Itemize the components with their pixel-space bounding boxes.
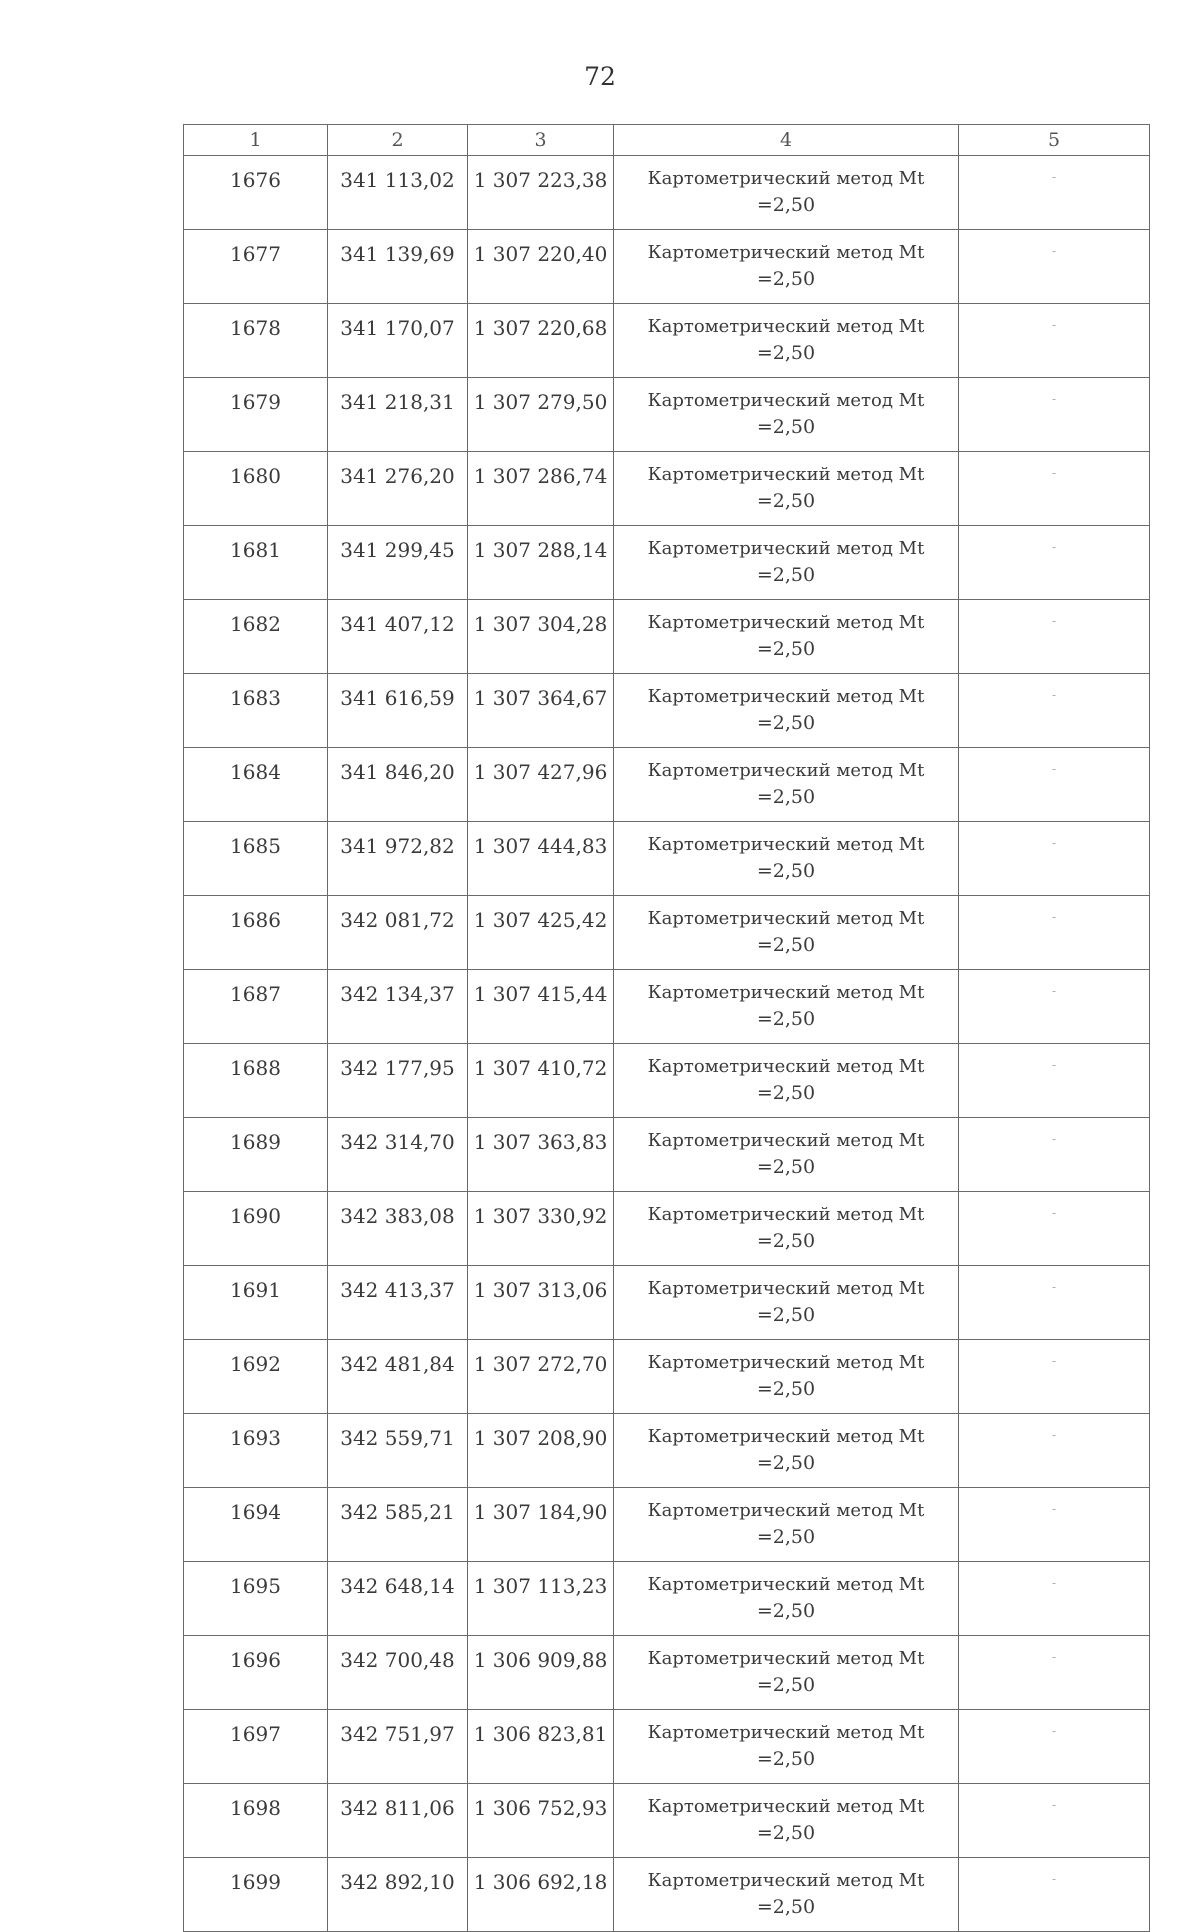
table-row [184, 1118, 1150, 1192]
point-number-cell: 1699 [184, 1858, 328, 1932]
point-number-cell: 1695 [184, 1562, 328, 1636]
method-text: Картометрический метод Mt [647, 686, 925, 707]
note-cell: - [959, 970, 1150, 1044]
note-cell: - [959, 1784, 1150, 1858]
accuracy-value: =2,50 [756, 268, 816, 290]
x-coordinate-cell: 342 559,71 [328, 1414, 468, 1488]
table-row [184, 1266, 1150, 1340]
point-number-cell: 1680 [184, 452, 328, 526]
table-body [184, 156, 1150, 1932]
y-coordinate-cell: 1 307 364,67 [468, 674, 614, 748]
point-number-cell: 1684 [184, 748, 328, 822]
method-cell [614, 1118, 959, 1192]
accuracy-value: =2,50 [756, 712, 816, 734]
x-coordinate-cell: 341 170,07 [328, 304, 468, 378]
method-text: Картометрический метод Mt [647, 242, 925, 263]
column-header-4: 4 [614, 125, 959, 156]
accuracy-value: =2,50 [756, 934, 816, 956]
x-coordinate-cell: 341 113,02 [328, 156, 468, 230]
y-coordinate-cell: 1 307 304,28 [468, 600, 614, 674]
x-coordinate-cell: 342 081,72 [328, 896, 468, 970]
table-row [184, 1784, 1150, 1858]
method-text: Картометрический метод Mt [647, 168, 925, 189]
method-cell [614, 1340, 959, 1414]
point-number-cell: 1687 [184, 970, 328, 1044]
table-row [184, 600, 1150, 674]
method-cell [614, 1636, 959, 1710]
y-coordinate-cell: 1 306 752,93 [468, 1784, 614, 1858]
y-coordinate-cell: 1 307 223,38 [468, 156, 614, 230]
accuracy-value: =2,50 [756, 564, 816, 586]
table-header-row [184, 125, 1150, 156]
point-number-cell: 1689 [184, 1118, 328, 1192]
y-coordinate-cell: 1 307 363,83 [468, 1118, 614, 1192]
point-number-cell: 1696 [184, 1636, 328, 1710]
note-cell: - [959, 1858, 1150, 1932]
method-text: Картометрический метод Mt [647, 1056, 925, 1077]
y-coordinate-cell: 1 307 286,74 [468, 452, 614, 526]
method-cell [614, 600, 959, 674]
x-coordinate-cell: 342 413,37 [328, 1266, 468, 1340]
method-cell [614, 1266, 959, 1340]
y-coordinate-cell: 1 307 444,83 [468, 822, 614, 896]
table-row [184, 1636, 1150, 1710]
accuracy-value: =2,50 [756, 1008, 816, 1030]
y-coordinate-cell: 1 307 425,42 [468, 896, 614, 970]
note-cell: - [959, 378, 1150, 452]
y-coordinate-cell: 1 307 113,23 [468, 1562, 614, 1636]
table-row [184, 822, 1150, 896]
note-cell: - [959, 230, 1150, 304]
table-row [184, 748, 1150, 822]
table-row [184, 1340, 1150, 1414]
x-coordinate-cell: 342 585,21 [328, 1488, 468, 1562]
method-text: Картометрический метод Mt [647, 1130, 925, 1151]
accuracy-value: =2,50 [756, 860, 816, 882]
method-cell [614, 896, 959, 970]
method-text: Картометрический метод Mt [647, 612, 925, 633]
accuracy-value: =2,50 [756, 1526, 816, 1548]
x-coordinate-cell: 341 972,82 [328, 822, 468, 896]
note-cell: - [959, 1562, 1150, 1636]
x-coordinate-cell: 341 407,12 [328, 600, 468, 674]
method-cell [614, 230, 959, 304]
method-cell [614, 674, 959, 748]
accuracy-value: =2,50 [756, 1600, 816, 1622]
method-text: Картометрический метод Mt [647, 1796, 925, 1817]
x-coordinate-cell: 342 481,84 [328, 1340, 468, 1414]
accuracy-value: =2,50 [756, 1748, 816, 1770]
x-coordinate-cell: 342 177,95 [328, 1044, 468, 1118]
x-coordinate-cell: 342 314,70 [328, 1118, 468, 1192]
method-cell [614, 526, 959, 600]
table-row [184, 1192, 1150, 1266]
point-number-cell: 1683 [184, 674, 328, 748]
y-coordinate-cell: 1 307 220,40 [468, 230, 614, 304]
note-cell: - [959, 1414, 1150, 1488]
method-cell [614, 970, 959, 1044]
note-cell: - [959, 1710, 1150, 1784]
note-cell: - [959, 822, 1150, 896]
method-text: Картометрический метод Mt [647, 982, 925, 1003]
point-number-cell: 1677 [184, 230, 328, 304]
method-cell [614, 304, 959, 378]
x-coordinate-cell: 342 892,10 [328, 1858, 468, 1932]
method-cell [614, 1414, 959, 1488]
x-coordinate-cell: 341 299,45 [328, 526, 468, 600]
method-text: Картометрический метод Mt [647, 390, 925, 411]
point-number-cell: 1691 [184, 1266, 328, 1340]
y-coordinate-cell: 1 307 184,90 [468, 1488, 614, 1562]
x-coordinate-cell: 342 751,97 [328, 1710, 468, 1784]
table-row [184, 1488, 1150, 1562]
method-text: Картометрический метод Mt [647, 834, 925, 855]
point-number-cell: 1682 [184, 600, 328, 674]
y-coordinate-cell: 1 307 220,68 [468, 304, 614, 378]
x-coordinate-cell: 342 811,06 [328, 1784, 468, 1858]
point-number-cell: 1681 [184, 526, 328, 600]
method-cell [614, 156, 959, 230]
note-cell: - [959, 156, 1150, 230]
method-text: Картометрический метод Mt [647, 1426, 925, 1447]
point-number-cell: 1690 [184, 1192, 328, 1266]
note-cell: - [959, 1118, 1150, 1192]
page-number: 72 [584, 62, 616, 91]
table-row [184, 1414, 1150, 1488]
table-row [184, 156, 1150, 230]
point-number-cell: 1698 [184, 1784, 328, 1858]
method-cell [614, 1488, 959, 1562]
accuracy-value: =2,50 [756, 342, 816, 364]
column-header-5: 5 [959, 125, 1150, 156]
method-text: Картометрический метод Mt [647, 1278, 925, 1299]
method-text: Картометрический метод Mt [647, 316, 925, 337]
table-row [184, 896, 1150, 970]
x-coordinate-cell: 342 648,14 [328, 1562, 468, 1636]
point-number-cell: 1693 [184, 1414, 328, 1488]
method-cell [614, 1192, 959, 1266]
table-row [184, 1710, 1150, 1784]
method-text: Картометрический метод Mt [647, 1204, 925, 1225]
note-cell: - [959, 452, 1150, 526]
method-text: Картометрический метод Mt [647, 538, 925, 559]
point-number-cell: 1692 [184, 1340, 328, 1414]
note-cell: - [959, 304, 1150, 378]
note-cell: - [959, 600, 1150, 674]
accuracy-value: =2,50 [756, 786, 816, 808]
note-cell: - [959, 896, 1150, 970]
method-text: Картометрический метод Mt [647, 1722, 925, 1743]
note-cell: - [959, 1192, 1150, 1266]
accuracy-value: =2,50 [756, 1378, 816, 1400]
point-number-cell: 1694 [184, 1488, 328, 1562]
y-coordinate-cell: 1 307 288,14 [468, 526, 614, 600]
method-text: Картометрический метод Mt [647, 1500, 925, 1521]
method-text: Картометрический метод Mt [647, 908, 925, 929]
point-number-cell: 1685 [184, 822, 328, 896]
x-coordinate-cell: 341 616,59 [328, 674, 468, 748]
table-row [184, 452, 1150, 526]
accuracy-value: =2,50 [756, 1674, 816, 1696]
note-cell: - [959, 748, 1150, 822]
method-text: Картометрический метод Mt [647, 464, 925, 485]
table-row [184, 970, 1150, 1044]
coordinates-table [183, 124, 1150, 1932]
note-cell: - [959, 1340, 1150, 1414]
y-coordinate-cell: 1 306 692,18 [468, 1858, 614, 1932]
y-coordinate-cell: 1 306 823,81 [468, 1710, 614, 1784]
y-coordinate-cell: 1 307 313,06 [468, 1266, 614, 1340]
method-cell [614, 1710, 959, 1784]
point-number-cell: 1678 [184, 304, 328, 378]
table-row [184, 304, 1150, 378]
accuracy-value: =2,50 [756, 1304, 816, 1326]
column-header-2: 2 [328, 125, 468, 156]
note-cell: - [959, 1266, 1150, 1340]
method-cell [614, 452, 959, 526]
method-cell [614, 1562, 959, 1636]
table-row [184, 1858, 1150, 1932]
method-text: Картометрический метод Mt [647, 1352, 925, 1373]
accuracy-value: =2,50 [756, 490, 816, 512]
x-coordinate-cell: 341 139,69 [328, 230, 468, 304]
accuracy-value: =2,50 [756, 1452, 816, 1474]
y-coordinate-cell: 1 307 415,44 [468, 970, 614, 1044]
point-number-cell: 1679 [184, 378, 328, 452]
y-coordinate-cell: 1 307 208,90 [468, 1414, 614, 1488]
x-coordinate-cell: 341 218,31 [328, 378, 468, 452]
x-coordinate-cell: 341 276,20 [328, 452, 468, 526]
y-coordinate-cell: 1 306 909,88 [468, 1636, 614, 1710]
method-cell [614, 1784, 959, 1858]
method-text: Картометрический метод Mt [647, 1574, 925, 1595]
method-text: Картометрический метод Mt [647, 1648, 925, 1669]
method-text: Картометрический метод Mt [647, 760, 925, 781]
y-coordinate-cell: 1 307 330,92 [468, 1192, 614, 1266]
method-cell [614, 822, 959, 896]
table-row [184, 230, 1150, 304]
table-row [184, 378, 1150, 452]
method-cell [614, 378, 959, 452]
x-coordinate-cell: 341 846,20 [328, 748, 468, 822]
note-cell: - [959, 1488, 1150, 1562]
column-header-1: 1 [184, 125, 328, 156]
method-cell [614, 748, 959, 822]
accuracy-value: =2,50 [756, 1082, 816, 1104]
accuracy-value: =2,50 [756, 638, 816, 660]
y-coordinate-cell: 1 307 279,50 [468, 378, 614, 452]
table-row [184, 526, 1150, 600]
x-coordinate-cell: 342 134,37 [328, 970, 468, 1044]
note-cell: - [959, 674, 1150, 748]
x-coordinate-cell: 342 700,48 [328, 1636, 468, 1710]
table-row [184, 674, 1150, 748]
table-row [184, 1562, 1150, 1636]
note-cell: - [959, 1044, 1150, 1118]
accuracy-value: =2,50 [756, 416, 816, 438]
accuracy-value: =2,50 [756, 1896, 816, 1918]
point-number-cell: 1676 [184, 156, 328, 230]
y-coordinate-cell: 1 307 427,96 [468, 748, 614, 822]
column-header-3: 3 [468, 125, 614, 156]
point-number-cell: 1688 [184, 1044, 328, 1118]
method-cell [614, 1044, 959, 1118]
method-cell [614, 1858, 959, 1932]
note-cell: - [959, 1636, 1150, 1710]
y-coordinate-cell: 1 307 410,72 [468, 1044, 614, 1118]
note-cell: - [959, 526, 1150, 600]
point-number-cell: 1697 [184, 1710, 328, 1784]
accuracy-value: =2,50 [756, 1156, 816, 1178]
point-number-cell: 1686 [184, 896, 328, 970]
accuracy-value: =2,50 [756, 194, 816, 216]
x-coordinate-cell: 342 383,08 [328, 1192, 468, 1266]
y-coordinate-cell: 1 307 272,70 [468, 1340, 614, 1414]
table-row [184, 1044, 1150, 1118]
accuracy-value: =2,50 [756, 1230, 816, 1252]
accuracy-value: =2,50 [756, 1822, 816, 1844]
method-text: Картометрический метод Mt [647, 1870, 925, 1891]
